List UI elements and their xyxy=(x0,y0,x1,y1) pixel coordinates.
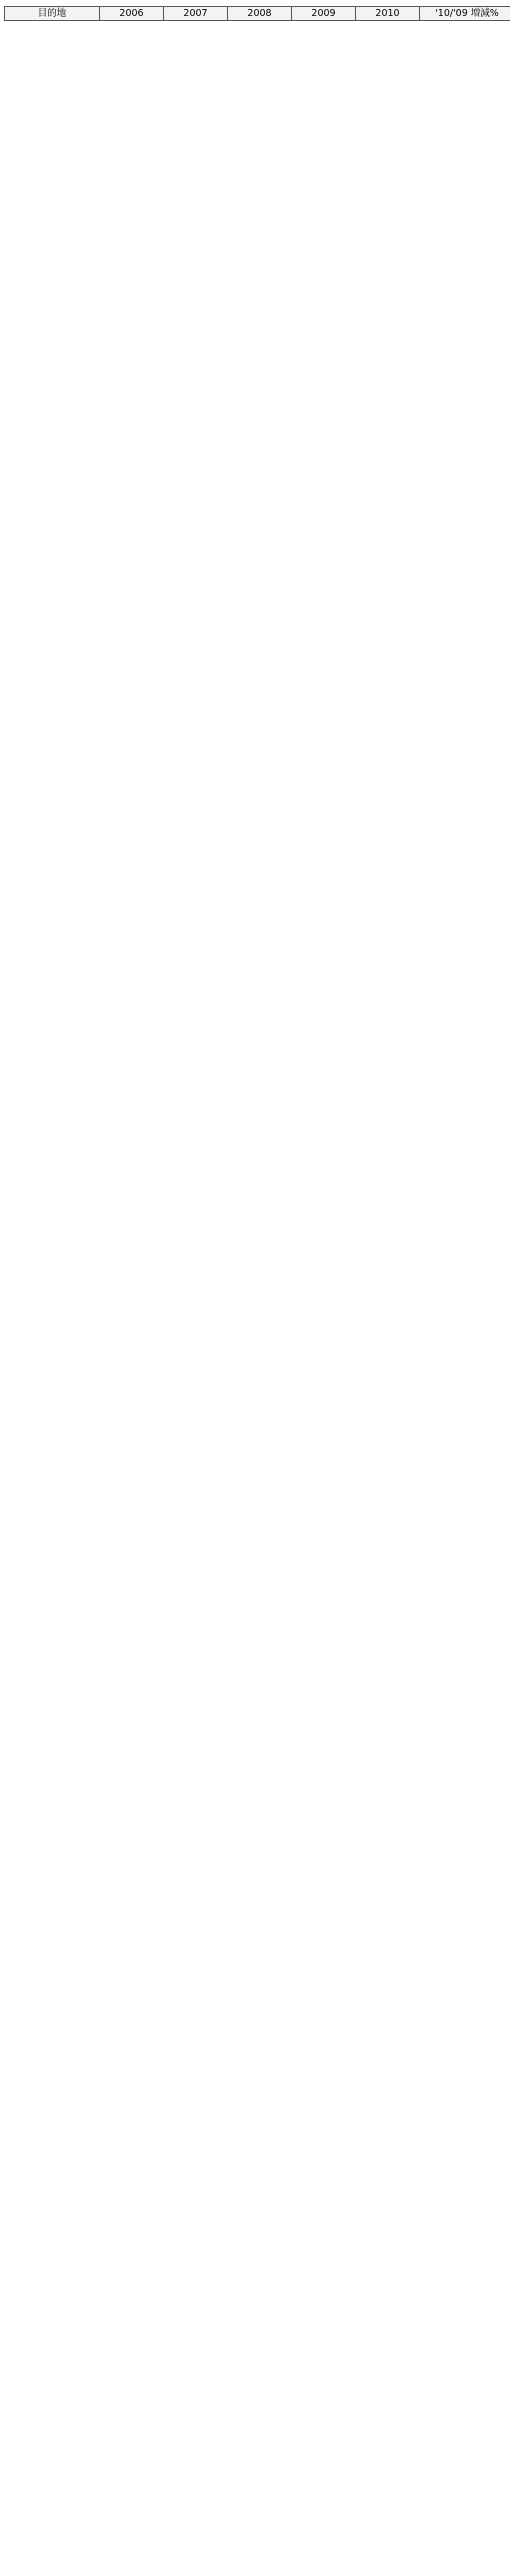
column-header-change-rate: '10/'09 増減% xyxy=(420,7,510,21)
table-header xyxy=(5,7,510,21)
column-header-2007: 2007 xyxy=(164,7,228,21)
column-header-2006: 2006 xyxy=(100,7,164,21)
column-header-2010: 2010 xyxy=(356,7,420,21)
destination-statistics-table xyxy=(4,6,510,21)
column-header-2008: 2008 xyxy=(228,7,292,21)
header-row xyxy=(5,7,510,21)
column-header-destination: 目的地 xyxy=(5,7,100,21)
column-header-2009: 2009 xyxy=(292,7,356,21)
